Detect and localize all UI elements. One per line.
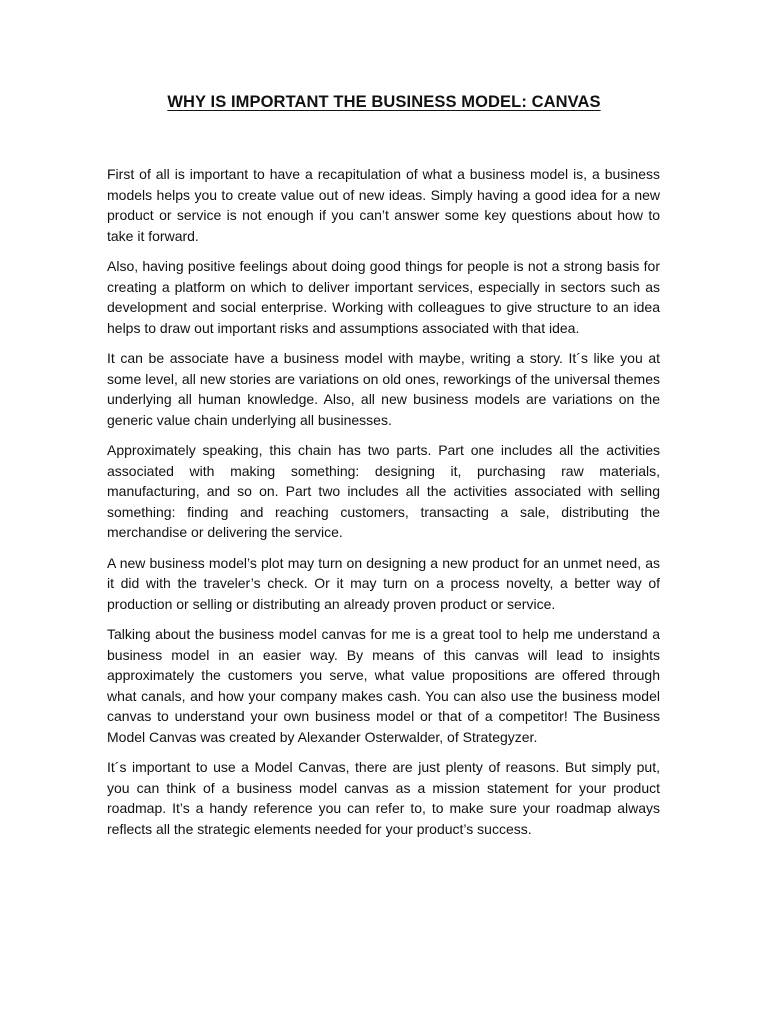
paragraph-3: It can be associate have a business model with maybe, writing a story. It´s like you at some level, all new stories are variations on old ones, reworkings of the universal themes underlying all human knowledge. Also, all new business models are variations on the generic value chain underlying all businesses.: [107, 350, 660, 428]
paragraph-1: First of all is important to have a recapitulation of what a business model is, a business models helps you to create value out of new ideas. Simply having a good idea for a new product or service is not enough if you can’t answer some key questions about how to take it forward.: [107, 166, 660, 244]
document-body: [107, 164, 660, 849]
paragraph-4: Approximately speaking, this chain has two parts. Part one includes all the activities associated with making something: designing it, purchasing raw materials, manufacturing, and so on. Part two includes all the activities associated with selling something: finding and reaching customers, transacting a sale, distributing the merchandise or delivering the service.: [107, 442, 660, 540]
paragraph-7: It´s important to use a Model Canvas, there are just plenty of reasons. But simply put, you can think of a business model canvas as a mission statement for your product roadmap. It’s a handy reference you can refer to, to make sure your roadmap always reflects all the strategic elements needed for your product’s success.: [107, 759, 660, 837]
paragraph-5: A new business model’s plot may turn on designing a new product for an unmet need, as it did with the traveler’s check. Or it may turn on a process novelty, a better way of production or selling or distributing an already proven product or service.: [107, 554, 660, 612]
paragraph-2: Also, having positive feelings about doing good things for people is not a strong basis for creating a platform on which to deliver important services, especially in sectors such as development and social enterprise. Working with colleagues to give structure to an idea helps to draw out important risks and assumptions associated with that idea.: [107, 258, 660, 336]
paragraph-6: Talking about the business model canvas for me is a great tool to help me understand a business model in an easier way. By means of this canvas will lead to insights approximately the customers you serve, what value propositions are offered through what canals, and how your company makes cash. You can also use the business model canvas to understand your own business model or that of a competitor! The Business Model Canvas was created by Alexander Osterwalder, of Strategyzer.: [107, 626, 660, 745]
document-title: WHY IS IMPORTANT THE BUSINESS MODEL: CANVAS: [167, 93, 601, 111]
